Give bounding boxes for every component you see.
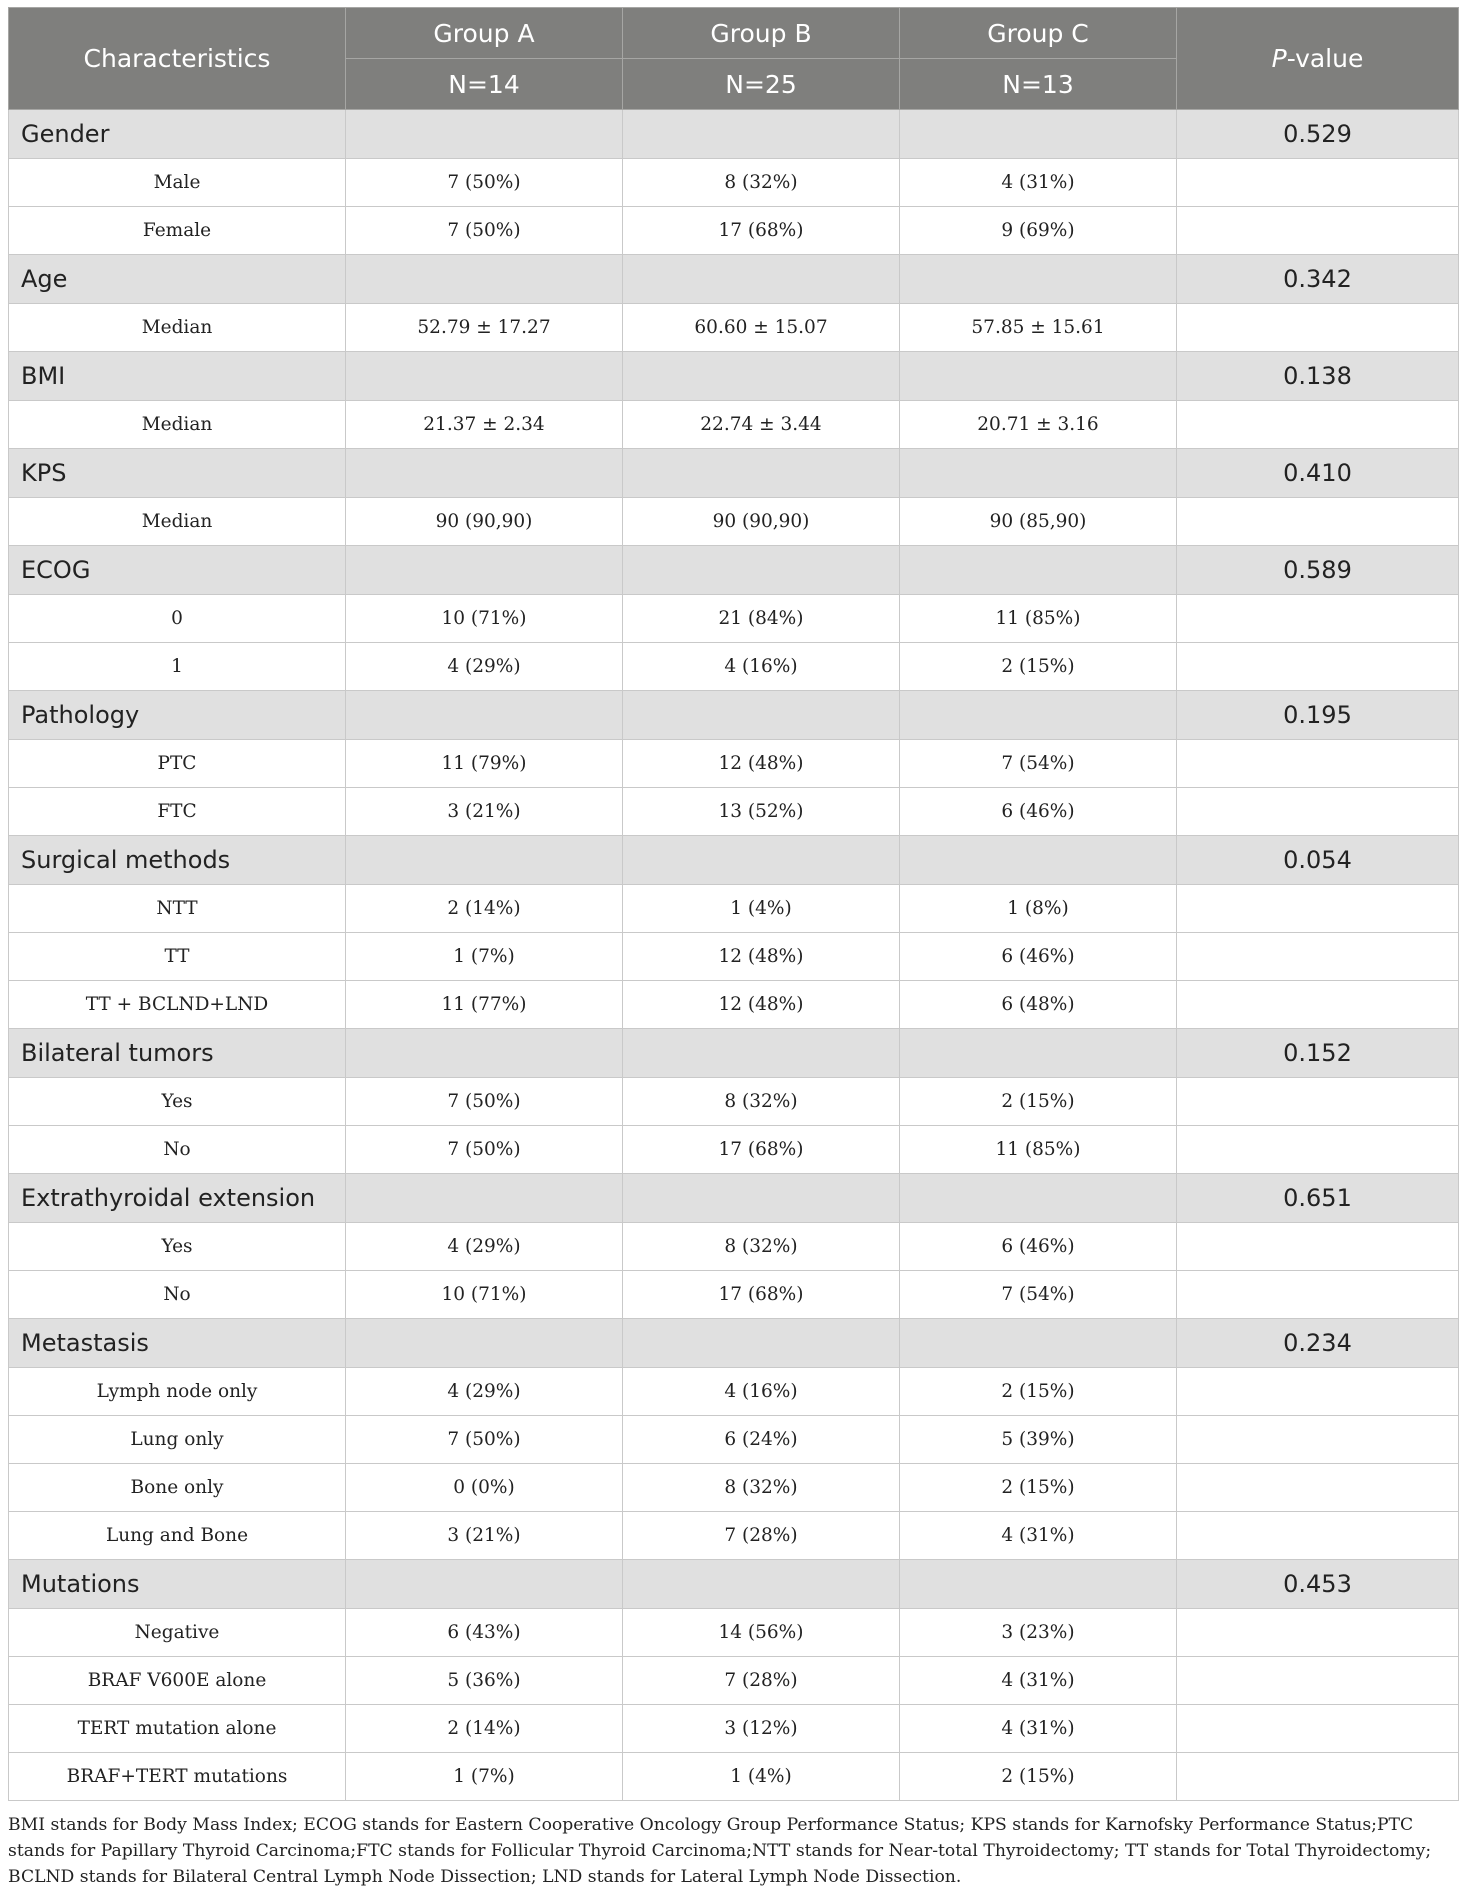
p-value-empty-cell	[1177, 740, 1459, 788]
category-p-value: 0.138	[1177, 352, 1459, 401]
group-c-value: 2 (15%)	[900, 1368, 1177, 1416]
group-a-value: 52.79 ± 17.27	[346, 304, 623, 352]
category-empty-cell	[346, 1029, 623, 1078]
category-empty-cell	[900, 691, 1177, 740]
group-b-value: 17 (68%)	[623, 1271, 900, 1319]
p-value-empty-cell	[1177, 981, 1459, 1029]
group-c-value: 90 (85,90)	[900, 498, 1177, 546]
p-value-empty-cell	[1177, 498, 1459, 546]
row-label: TERT mutation alone	[9, 1705, 346, 1753]
p-value-empty-cell	[1177, 304, 1459, 352]
table-row	[9, 401, 1459, 449]
category-empty-cell	[900, 1560, 1177, 1609]
group-a-value: 4 (29%)	[346, 1223, 623, 1271]
category-p-value: 0.195	[1177, 691, 1459, 740]
table-body	[9, 110, 1459, 1801]
group-b-value: 13 (52%)	[623, 788, 900, 836]
category-name: ECOG	[9, 546, 346, 595]
row-label: NTT	[9, 885, 346, 933]
category-p-value: 0.651	[1177, 1174, 1459, 1223]
category-p-value: 0.054	[1177, 836, 1459, 885]
group-b-value: 17 (68%)	[623, 1126, 900, 1174]
p-value-empty-cell	[1177, 207, 1459, 255]
row-label: Median	[9, 304, 346, 352]
table-header	[9, 8, 1459, 110]
p-value-empty-cell	[1177, 1705, 1459, 1753]
category-row	[9, 449, 1459, 498]
group-a-value: 4 (29%)	[346, 643, 623, 691]
p-value-empty-cell	[1177, 1271, 1459, 1319]
header-characteristics: Characteristics	[9, 8, 346, 110]
category-empty-cell	[623, 1174, 900, 1223]
group-a-value: 0 (0%)	[346, 1464, 623, 1512]
category-name: Bilateral tumors	[9, 1029, 346, 1078]
group-b-value: 60.60 ± 15.07	[623, 304, 900, 352]
group-b-value: 12 (48%)	[623, 740, 900, 788]
group-a-value: 7 (50%)	[346, 159, 623, 207]
group-b-value: 7 (28%)	[623, 1512, 900, 1560]
category-empty-cell	[346, 255, 623, 304]
group-b-value: 22.74 ± 3.44	[623, 401, 900, 449]
category-empty-cell	[623, 1029, 900, 1078]
characteristics-table	[8, 7, 1459, 1801]
group-c-value: 3 (23%)	[900, 1609, 1177, 1657]
row-label: Bone only	[9, 1464, 346, 1512]
row-label: Lung only	[9, 1416, 346, 1464]
group-b-value: 17 (68%)	[623, 207, 900, 255]
table-row	[9, 498, 1459, 546]
group-b-value: 21 (84%)	[623, 595, 900, 643]
row-label: Median	[9, 498, 346, 546]
category-row	[9, 110, 1459, 159]
table-footnote: BMI stands for Body Mass Index; ECOG stands for Eastern Cooperative Oncology Group Performance Status; KPS stands for Karnofsky Performance Status;PTC stands for Papillary Thyroid Carcinoma;FTC stands for Follicular Thyroid Carcinoma;NTT stands for Near-total Thyroidectomy; TT stands for Total Thyroidectomy; BCLND stands for Bilateral Central Lymph Node Dissection; LND stands for Lateral Lymph Node Dissection.	[8, 1815, 1432, 1887]
category-name: Pathology	[9, 691, 346, 740]
group-c-value: 6 (46%)	[900, 788, 1177, 836]
group-a-value: 21.37 ± 2.34	[346, 401, 623, 449]
category-empty-cell	[900, 1319, 1177, 1368]
row-label: PTC	[9, 740, 346, 788]
group-c-value: 4 (31%)	[900, 159, 1177, 207]
p-value-empty-cell	[1177, 1368, 1459, 1416]
group-c-value: 11 (85%)	[900, 595, 1177, 643]
table-row	[9, 1271, 1459, 1319]
group-b-value: 12 (48%)	[623, 933, 900, 981]
group-a-value: 7 (50%)	[346, 1126, 623, 1174]
p-value-empty-cell	[1177, 1657, 1459, 1705]
category-empty-cell	[900, 546, 1177, 595]
p-value-empty-cell	[1177, 1416, 1459, 1464]
group-c-value: 7 (54%)	[900, 740, 1177, 788]
group-a-value: 7 (50%)	[346, 1078, 623, 1126]
category-empty-cell	[623, 449, 900, 498]
category-empty-cell	[346, 1319, 623, 1368]
table-row	[9, 1753, 1459, 1801]
group-a-value: 10 (71%)	[346, 1271, 623, 1319]
category-name: BMI	[9, 352, 346, 401]
group-b-value: 7 (28%)	[623, 1657, 900, 1705]
p-value-empty-cell	[1177, 1753, 1459, 1801]
p-value-empty-cell	[1177, 643, 1459, 691]
category-row	[9, 546, 1459, 595]
category-empty-cell	[900, 836, 1177, 885]
table-row	[9, 643, 1459, 691]
group-b-value: 4 (16%)	[623, 643, 900, 691]
category-p-value: 0.152	[1177, 1029, 1459, 1078]
group-b-value: 8 (32%)	[623, 159, 900, 207]
group-c-value: 6 (46%)	[900, 933, 1177, 981]
row-label: 0	[9, 595, 346, 643]
table-row	[9, 788, 1459, 836]
table-row	[9, 1368, 1459, 1416]
row-label: Median	[9, 401, 346, 449]
category-name: Gender	[9, 110, 346, 159]
table-row	[9, 885, 1459, 933]
table-row	[9, 933, 1459, 981]
category-row	[9, 691, 1459, 740]
group-a-value: 7 (50%)	[346, 1416, 623, 1464]
group-a-value: 10 (71%)	[346, 595, 623, 643]
row-label: No	[9, 1126, 346, 1174]
table-row	[9, 1078, 1459, 1126]
category-empty-cell	[623, 546, 900, 595]
table-row	[9, 1223, 1459, 1271]
group-b-value: 8 (32%)	[623, 1464, 900, 1512]
row-label: Yes	[9, 1078, 346, 1126]
group-a-value: 3 (21%)	[346, 1512, 623, 1560]
p-value-empty-cell	[1177, 933, 1459, 981]
table-row	[9, 981, 1459, 1029]
group-a-value: 4 (29%)	[346, 1368, 623, 1416]
table-row	[9, 304, 1459, 352]
category-row	[9, 836, 1459, 885]
p-value-empty-cell	[1177, 1126, 1459, 1174]
group-a-value: 7 (50%)	[346, 207, 623, 255]
group-a-value: 5 (36%)	[346, 1657, 623, 1705]
group-c-value: 2 (15%)	[900, 1464, 1177, 1512]
group-c-value: 20.71 ± 3.16	[900, 401, 1177, 449]
row-label: BRAF V600E alone	[9, 1657, 346, 1705]
p-value-empty-cell	[1177, 1223, 1459, 1271]
row-label: Female	[9, 207, 346, 255]
group-c-value: 6 (46%)	[900, 1223, 1177, 1271]
group-c-value: 2 (15%)	[900, 1753, 1177, 1801]
category-empty-cell	[623, 1560, 900, 1609]
group-b-value: 90 (90,90)	[623, 498, 900, 546]
category-name: Age	[9, 255, 346, 304]
category-p-value: 0.453	[1177, 1560, 1459, 1609]
category-empty-cell	[623, 352, 900, 401]
table-row	[9, 1512, 1459, 1560]
group-b-value: 1 (4%)	[623, 1753, 900, 1801]
category-empty-cell	[900, 1174, 1177, 1223]
p-value-empty-cell	[1177, 788, 1459, 836]
group-a-value: 2 (14%)	[346, 885, 623, 933]
category-p-value: 0.589	[1177, 546, 1459, 595]
table-row	[9, 1705, 1459, 1753]
category-row	[9, 1319, 1459, 1368]
row-label: Negative	[9, 1609, 346, 1657]
group-c-value: 4 (31%)	[900, 1512, 1177, 1560]
header-p-rest: -value	[1286, 44, 1364, 73]
table-row	[9, 595, 1459, 643]
header-n-group-b: N=25	[623, 59, 900, 110]
group-a-value: 11 (77%)	[346, 981, 623, 1029]
row-label: TT + BCLND+LND	[9, 981, 346, 1029]
p-value-empty-cell	[1177, 595, 1459, 643]
group-c-value: 2 (15%)	[900, 1078, 1177, 1126]
category-row	[9, 352, 1459, 401]
group-c-value: 7 (54%)	[900, 1271, 1177, 1319]
group-b-value: 4 (16%)	[623, 1368, 900, 1416]
header-group-b: Group B	[623, 8, 900, 59]
category-empty-cell	[346, 449, 623, 498]
group-b-value: 14 (56%)	[623, 1609, 900, 1657]
group-c-value: 6 (48%)	[900, 981, 1177, 1029]
category-empty-cell	[346, 546, 623, 595]
group-c-value: 11 (85%)	[900, 1126, 1177, 1174]
p-value-empty-cell	[1177, 1078, 1459, 1126]
table-row	[9, 1416, 1459, 1464]
header-p-value	[1177, 8, 1459, 110]
category-row	[9, 1029, 1459, 1078]
group-a-value: 11 (79%)	[346, 740, 623, 788]
group-b-value: 6 (24%)	[623, 1416, 900, 1464]
header-group-a: Group A	[346, 8, 623, 59]
row-label: TT	[9, 933, 346, 981]
row-label: Lymph node only	[9, 1368, 346, 1416]
category-empty-cell	[900, 255, 1177, 304]
category-row	[9, 1174, 1459, 1223]
row-label: Lung and Bone	[9, 1512, 346, 1560]
category-row	[9, 255, 1459, 304]
group-c-value: 4 (31%)	[900, 1657, 1177, 1705]
category-p-value: 0.234	[1177, 1319, 1459, 1368]
p-value-empty-cell	[1177, 885, 1459, 933]
group-c-value: 1 (8%)	[900, 885, 1177, 933]
row-label: Yes	[9, 1223, 346, 1271]
characteristics-table-container	[8, 7, 1458, 1801]
p-value-empty-cell	[1177, 401, 1459, 449]
p-value-empty-cell	[1177, 159, 1459, 207]
category-empty-cell	[346, 110, 623, 159]
category-empty-cell	[623, 836, 900, 885]
category-empty-cell	[900, 352, 1177, 401]
category-empty-cell	[623, 1319, 900, 1368]
group-c-value: 4 (31%)	[900, 1705, 1177, 1753]
category-empty-cell	[346, 1560, 623, 1609]
row-label: Male	[9, 159, 346, 207]
group-b-value: 12 (48%)	[623, 981, 900, 1029]
header-n-group-a: N=14	[346, 59, 623, 110]
group-a-value: 1 (7%)	[346, 1753, 623, 1801]
group-b-value: 8 (32%)	[623, 1078, 900, 1126]
group-a-value: 2 (14%)	[346, 1705, 623, 1753]
category-empty-cell	[346, 352, 623, 401]
category-name: KPS	[9, 449, 346, 498]
category-empty-cell	[346, 691, 623, 740]
category-p-value: 0.410	[1177, 449, 1459, 498]
row-label: No	[9, 1271, 346, 1319]
group-a-value: 6 (43%)	[346, 1609, 623, 1657]
table-row	[9, 1126, 1459, 1174]
group-a-value: 3 (21%)	[346, 788, 623, 836]
table-row	[9, 1464, 1459, 1512]
group-c-value: 2 (15%)	[900, 643, 1177, 691]
p-value-empty-cell	[1177, 1512, 1459, 1560]
group-b-value: 1 (4%)	[623, 885, 900, 933]
header-group-c: Group C	[900, 8, 1177, 59]
group-a-value: 1 (7%)	[346, 933, 623, 981]
p-value-empty-cell	[1177, 1609, 1459, 1657]
category-empty-cell	[900, 1029, 1177, 1078]
group-b-value: 3 (12%)	[623, 1705, 900, 1753]
group-a-value: 90 (90,90)	[346, 498, 623, 546]
category-empty-cell	[623, 255, 900, 304]
group-b-value: 8 (32%)	[623, 1223, 900, 1271]
category-empty-cell	[623, 110, 900, 159]
table-row	[9, 207, 1459, 255]
category-empty-cell	[623, 691, 900, 740]
category-empty-cell	[900, 449, 1177, 498]
table-row	[9, 1657, 1459, 1705]
row-label: 1	[9, 643, 346, 691]
table-row	[9, 1609, 1459, 1657]
p-value-empty-cell	[1177, 1464, 1459, 1512]
group-c-value: 5 (39%)	[900, 1416, 1177, 1464]
category-name: Surgical methods	[9, 836, 346, 885]
category-name: Extrathyroidal extension	[9, 1174, 346, 1223]
category-name: Mutations	[9, 1560, 346, 1609]
category-name: Metastasis	[9, 1319, 346, 1368]
category-p-value: 0.529	[1177, 110, 1459, 159]
header-p-italic: P	[1271, 44, 1287, 73]
group-c-value: 9 (69%)	[900, 207, 1177, 255]
category-empty-cell	[346, 1174, 623, 1223]
category-row	[9, 1560, 1459, 1609]
category-p-value: 0.342	[1177, 255, 1459, 304]
row-label: FTC	[9, 788, 346, 836]
category-empty-cell	[346, 836, 623, 885]
table-row	[9, 740, 1459, 788]
header-n-group-c: N=13	[900, 59, 1177, 110]
category-empty-cell	[900, 110, 1177, 159]
row-label: BRAF+TERT mutations	[9, 1753, 346, 1801]
table-row	[9, 159, 1459, 207]
group-c-value: 57.85 ± 15.61	[900, 304, 1177, 352]
